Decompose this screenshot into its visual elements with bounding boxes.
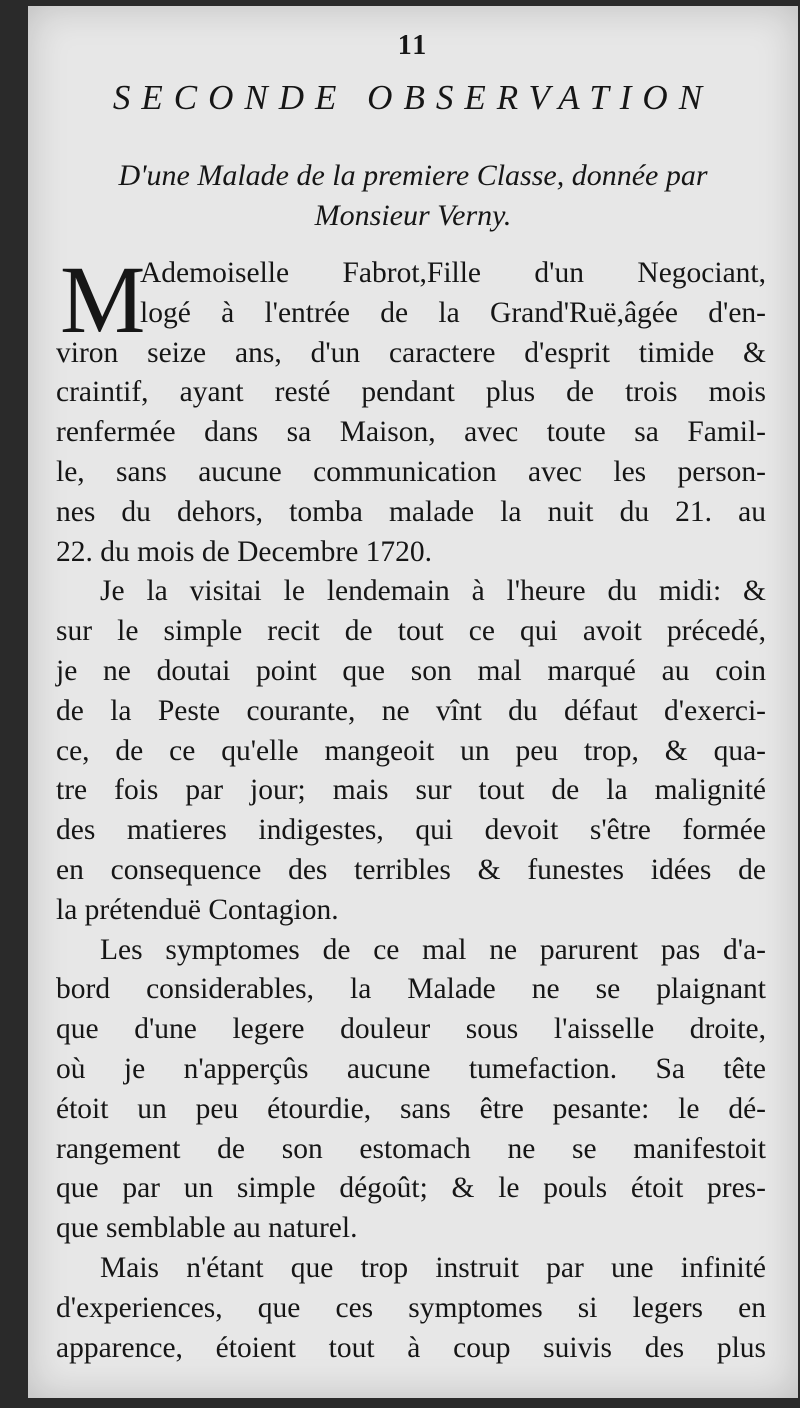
text-line: que par un simple dégoût; & le pouls étoit pres- <box>56 1172 766 1205</box>
subtitle-line: D'une Malade de la premiere Classe, donnée par <box>118 159 708 192</box>
text-line: logé à l'entrée de la Grand'Ruë,âgée d'en- <box>140 296 766 329</box>
text-line: bord considerables, la Malade ne se plaignant <box>56 973 766 1006</box>
text-line: d'experiences, que ces symptomes si legers en <box>56 1291 766 1324</box>
text-line: rangement de son estomach ne se manifestoit <box>56 1132 766 1165</box>
paragraph-2 <box>56 572 766 930</box>
paragraph-1 <box>56 246 766 572</box>
text-line: craintif, ayant resté pendant plus de trois mois <box>56 376 766 409</box>
text-line: Ademoiselle Fabrot,Fille d'un Negociant, <box>140 257 766 289</box>
text-line: 22. du mois de Decembre 1720. <box>56 535 433 568</box>
chapter-title: SECONDE OBSERVATION <box>112 78 714 117</box>
body-text <box>56 246 766 1368</box>
text-line: je ne doutai point que son mal marqué au coin <box>56 654 766 687</box>
text-line: que semblable au naturel. <box>56 1212 358 1245</box>
page-number: 11 <box>397 30 429 61</box>
text-line: des matieres indigestes, qui devoit s'être formée <box>56 814 766 847</box>
book-page <box>28 6 798 1398</box>
text-line: apparence, étoient tout à coup suivis des plus <box>56 1331 766 1364</box>
text-line: Je la visitai le lendemain à l'heure du midi: & <box>100 575 766 608</box>
drop-cap: M <box>60 246 146 353</box>
text-line: le, sans aucune communication avec les person- <box>56 455 766 488</box>
subtitle-line: Monsieur Verny. <box>314 199 512 232</box>
text-line: tre fois par jour; mais sur tout de la malignité <box>56 774 766 807</box>
text-line: de la Peste courante, ne vînt du défaut d'exerci- <box>56 694 766 727</box>
text-line: nes du dehors, tomba malade la nuit du 21. au <box>56 495 766 528</box>
text-line: renfermée dans sa Maison, avec toute sa Famil- <box>56 416 766 449</box>
text-line: ce, de ce qu'elle mangeoit un peu trop, & qua- <box>56 734 766 767</box>
paragraph-4 <box>56 1249 766 1368</box>
text-line: que d'une legere douleur sous l'aisselle droite, <box>56 1013 766 1046</box>
text-line: la prétenduë Contagion. <box>56 893 339 926</box>
paragraph-3 <box>56 931 766 1249</box>
text-line: Les symptomes de ce mal ne parurent pas d'a- <box>100 933 766 966</box>
text-line: en consequence des terribles & funestes idées de <box>56 853 766 886</box>
text-line: viron seize ans, d'un caractere d'esprit timide & <box>56 336 766 369</box>
subtitle <box>58 156 768 236</box>
text-line: sur le simple recit de tout ce qui avoit précedé, <box>56 615 766 648</box>
text-line: Mais n'étant que trop instruit par une infinité <box>100 1251 766 1284</box>
text-line: étoit un peu étourdie, sans être pesante: le dé- <box>56 1092 766 1125</box>
text-line: où je n'apperçûs aucune tumefaction. Sa tête <box>56 1052 766 1085</box>
